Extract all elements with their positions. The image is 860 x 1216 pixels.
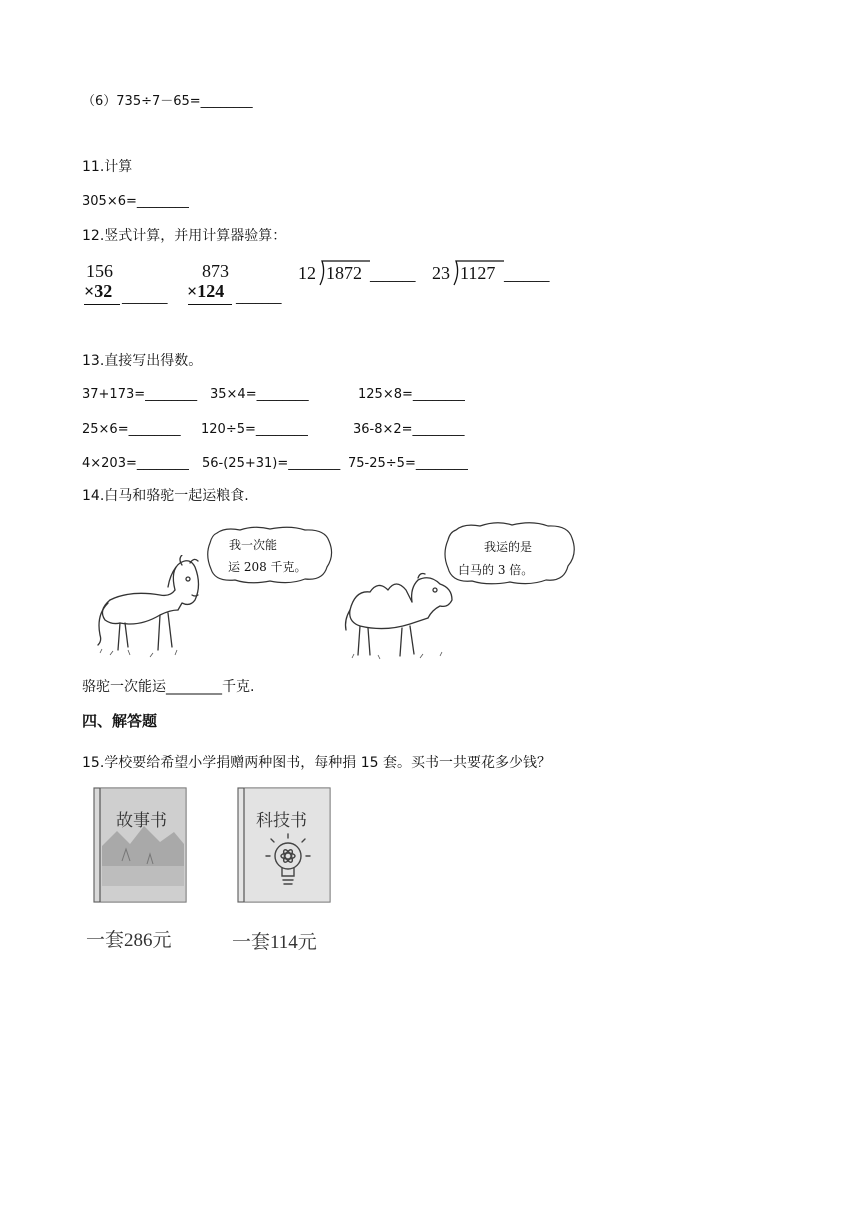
- q13-r3-c3: 75-25÷5=________: [348, 456, 468, 471]
- mul2-multiplicand: 873: [202, 261, 229, 281]
- story-book-title: 故事书: [116, 811, 167, 831]
- story-book-price: 一套286元: [86, 930, 172, 951]
- div2-divisor: 23: [432, 263, 450, 283]
- q14-title: 14.白马和骆驼一起运粮食.: [82, 488, 249, 504]
- camel-bubble-line2: 白马的 3 倍。: [458, 563, 534, 577]
- camel-bubble-line1: 我运的是: [484, 540, 533, 554]
- q11-title: 11.计算: [82, 159, 133, 175]
- div2-answer-blank: _______: [504, 268, 550, 283]
- mul1-multiplier: ×32: [84, 281, 113, 301]
- div2-dividend: 1127: [460, 263, 496, 283]
- q13-r2-c1: 25×6=________: [82, 422, 181, 437]
- section-4-heading: 四、解答题: [82, 712, 158, 730]
- q13-r1-c1: 37+173=________: [82, 387, 198, 402]
- mul2-multiplier: ×124: [187, 281, 225, 301]
- div1-divisor: 12: [298, 263, 316, 283]
- q15-title: 15.学校要给希望小学捐赠两种图书，每种捐 15 套。买书一共要花多少钱？: [82, 755, 551, 771]
- mul1-answer-blank: _______: [122, 290, 168, 305]
- horse-bubble-line1: 我一次能: [229, 538, 278, 552]
- mul1-multiplicand: 156: [86, 261, 113, 281]
- horse-bubble-line2: 运 208 千克。: [228, 560, 307, 574]
- q13-r2-c2: 120÷5=________: [201, 422, 308, 437]
- q13-r3-c2: 56-(25+31)=________: [202, 456, 341, 471]
- q13-r3-c1: 4×203=________: [82, 456, 189, 471]
- q13-r1-c3: 125×8=________: [358, 387, 465, 402]
- div1-dividend: 1872: [326, 263, 362, 283]
- science-book-title: 科技书: [256, 811, 307, 831]
- story-book-illustration: [92, 786, 192, 906]
- q13-title: 13.直接写出得数。: [82, 353, 203, 369]
- div1-answer-blank: _______: [370, 268, 416, 283]
- q12-title: 12.竖式计算，并用计算器验算：: [82, 228, 287, 244]
- q13-r1-c2: 35×4=________: [210, 387, 309, 402]
- horse-illustration: [90, 555, 210, 660]
- light-bulb-icon: [258, 830, 318, 892]
- mul1-result-line: [84, 304, 120, 305]
- q10-item-6: （6）735÷7－65=________: [82, 94, 253, 109]
- mul2-answer-blank: _______: [236, 290, 282, 305]
- science-book-price: 一套114元: [232, 932, 317, 953]
- q11-expression: 305×6=________: [82, 194, 189, 209]
- mul2-result-line: [188, 304, 232, 305]
- q13-r2-c3: 36-8×2=________: [353, 422, 465, 437]
- q14-answer-line: 骆驼一次能运________千克.: [82, 679, 255, 695]
